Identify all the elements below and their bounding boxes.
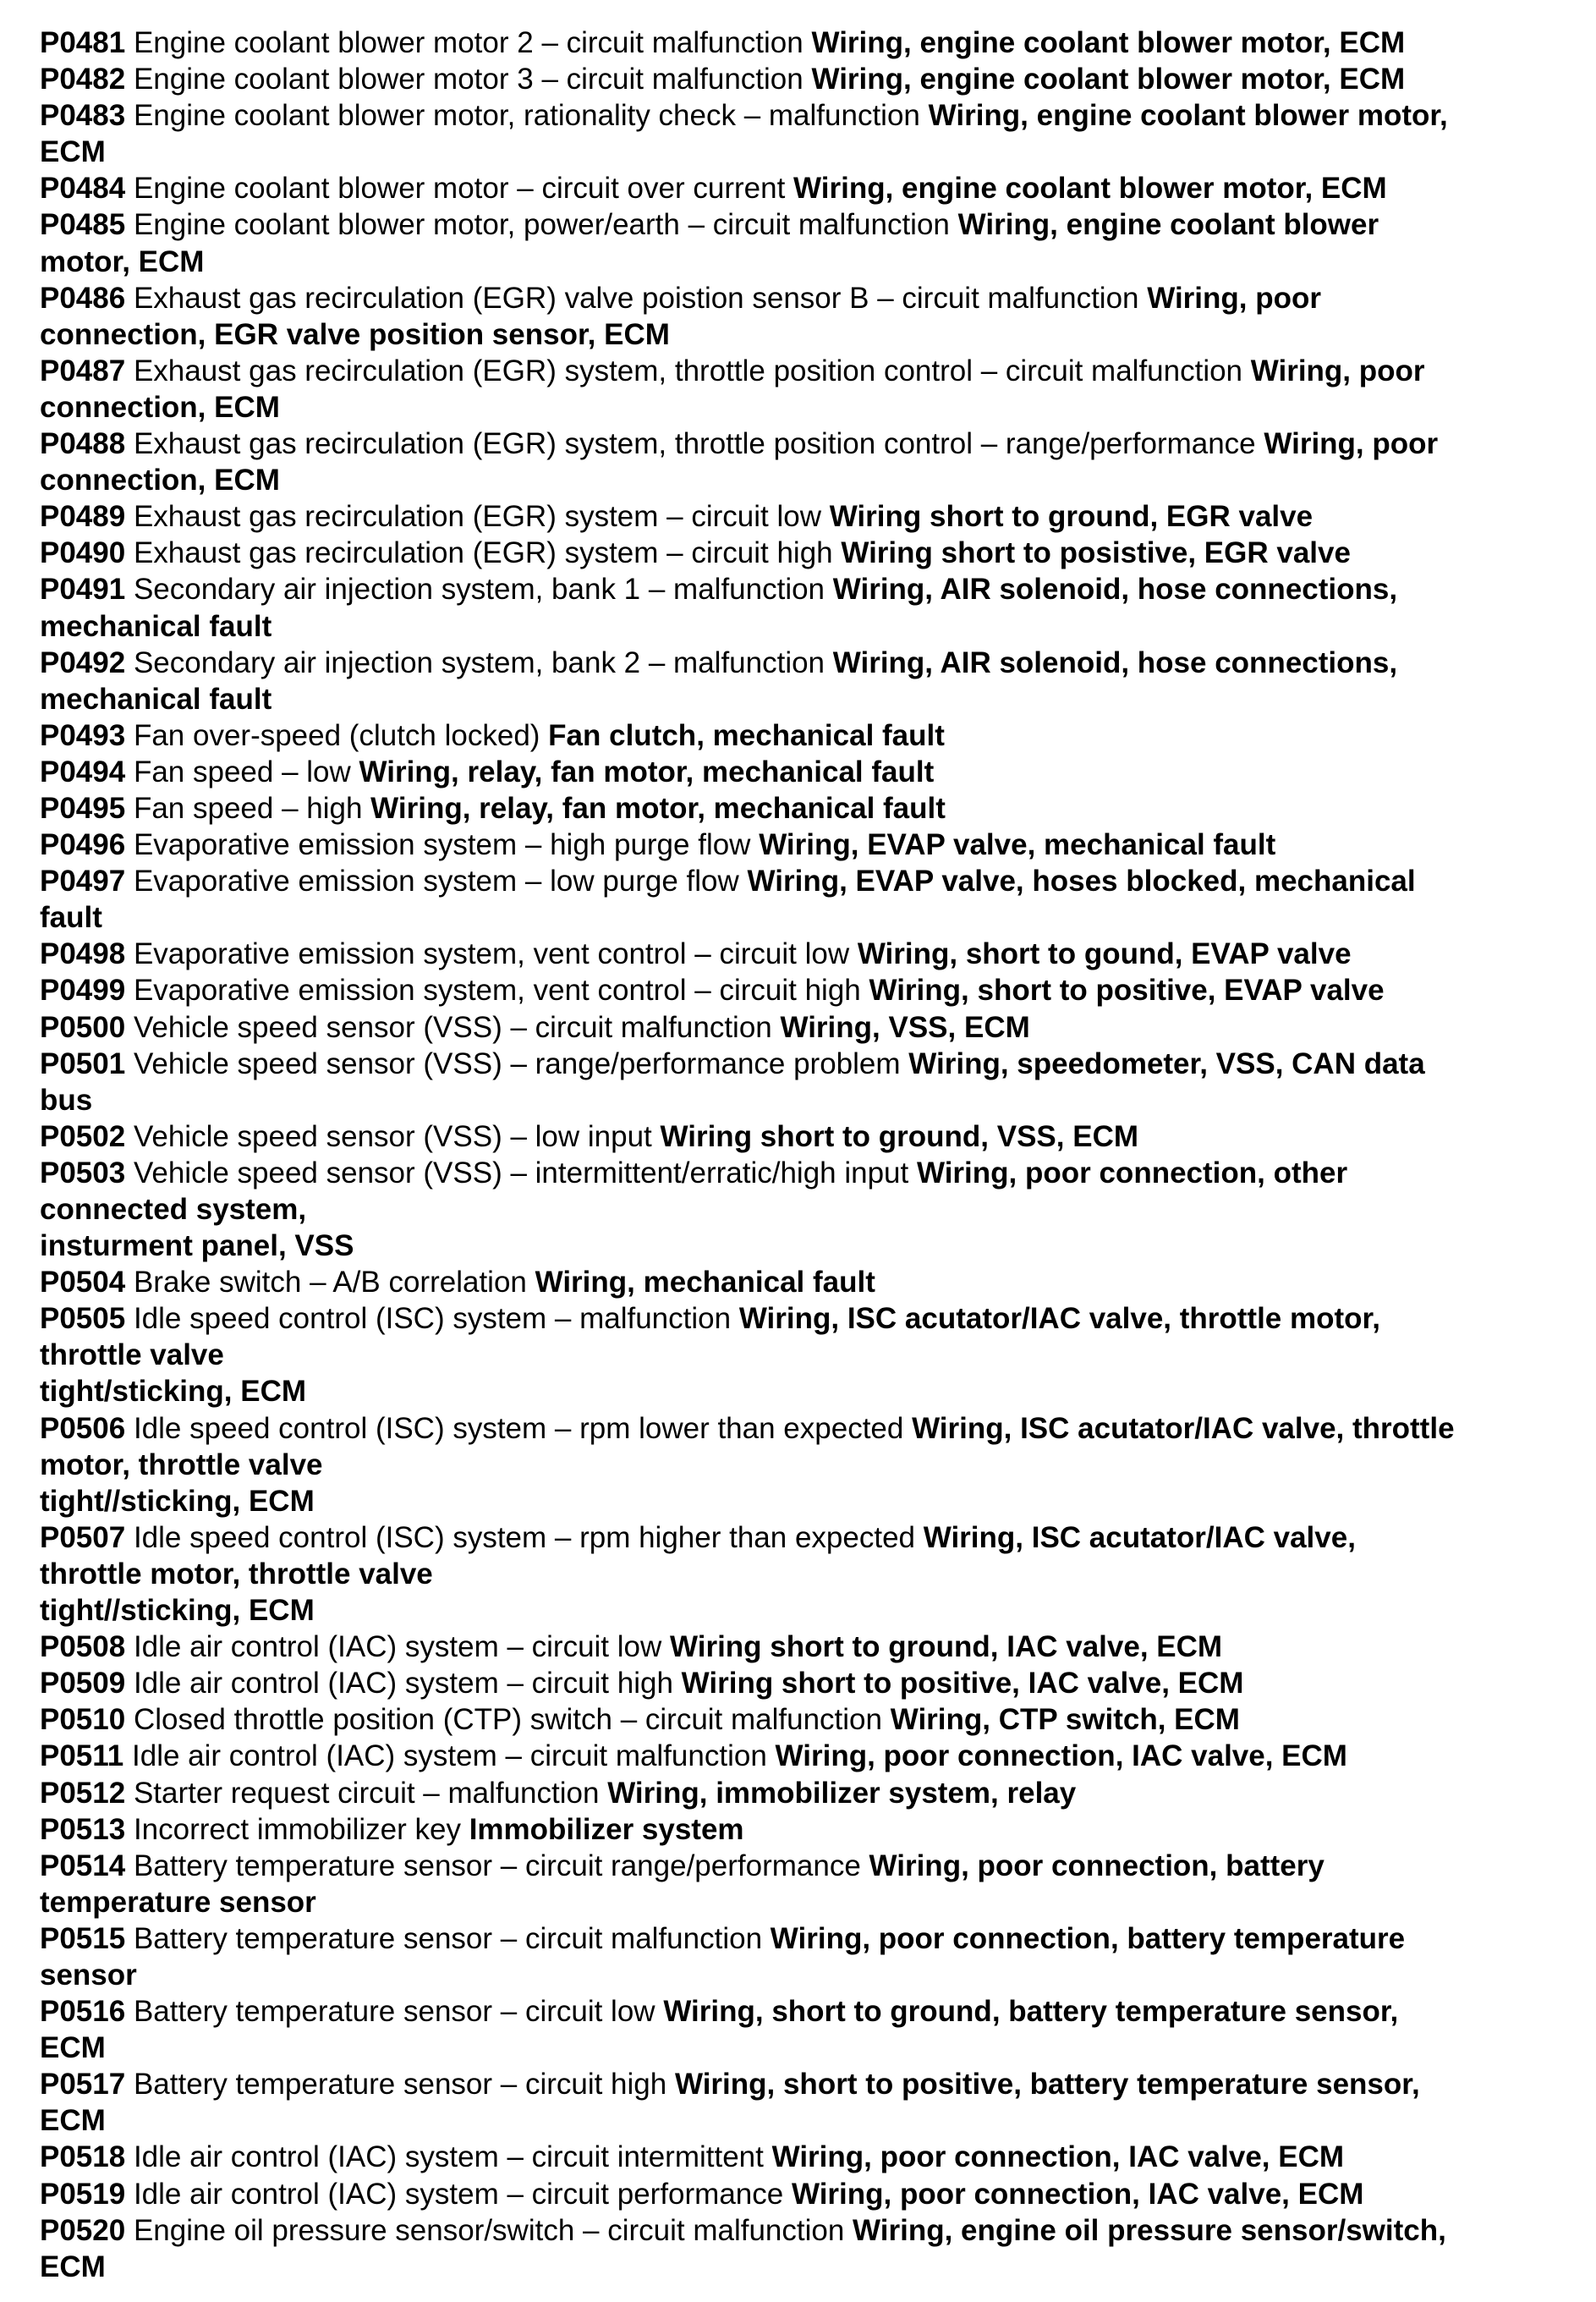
dtc-entry-line — [40, 1118, 1562, 1155]
dtc-description: Engine coolant blower motor, rationality check – malfunction — [125, 99, 929, 133]
dtc-probable-cause: Wiring short to positive, IAC valve, ECM — [681, 1667, 1244, 1700]
dtc-description: Closed throttle position (CTP) switch – circuit malfunction — [125, 1703, 891, 1737]
dtc-probable-cause: Wiring, engine oil pressure sensor/switch, — [853, 2213, 1446, 2247]
dtc-description: Exhaust gas recirculation (EGR) system, throttle position control – circuit malfunction — [125, 354, 1251, 387]
dtc-probable-cause: Wiring, poor — [1250, 354, 1425, 387]
dtc-probable-cause: motor, throttle valve — [40, 1448, 323, 1481]
dtc-description: Evaporative emission system – low purge flow — [125, 865, 748, 898]
dtc-description: Battery temperature sensor – circuit high — [125, 2068, 675, 2101]
dtc-probable-cause: tight//sticking, ECM — [40, 1484, 315, 1518]
dtc-entry-line — [40, 1264, 1562, 1300]
dtc-code: P0513 — [40, 1812, 126, 1846]
dtc-probable-cause: Wiring, AIR solenoid, hose connections, — [832, 646, 1398, 679]
dtc-code: P0504 — [40, 1266, 126, 1299]
dtc-probable-cause: connection, EGR valve position sensor, ECM — [40, 317, 670, 351]
dtc-description: Fan speed – high — [125, 791, 371, 825]
dtc-entry-line — [40, 972, 1562, 1008]
dtc-probable-cause: Wiring, immobilizer system, relay — [607, 1776, 1077, 1810]
dtc-code-list — [40, 25, 1562, 2285]
dtc-entry — [40, 1993, 1562, 2066]
dtc-entry-continuation-line — [40, 1373, 1562, 1409]
dtc-probable-cause: fault — [40, 901, 102, 935]
dtc-entry — [40, 2212, 1562, 2285]
dtc-probable-cause: Wiring, engine coolant blower motor, ECM — [811, 63, 1406, 96]
dtc-entry-line — [40, 206, 1562, 243]
dtc-probable-cause: ECM — [40, 2031, 106, 2065]
dtc-probable-cause: sensor — [40, 1958, 137, 1992]
dtc-entry — [40, 61, 1562, 97]
dtc-probable-cause: Wiring, AIR solenoid, hose connections, — [832, 573, 1398, 607]
dtc-probable-cause: ECM — [40, 135, 106, 169]
dtc-probable-cause: Wiring, poor connection, battery temperature — [770, 1921, 1406, 1955]
dtc-probable-cause: Wiring, short to positive, battery temperature sensor, — [674, 2068, 1420, 2101]
dtc-probable-cause: Immobilizer system — [469, 1812, 744, 1846]
dtc-entry-continuation-line — [40, 1884, 1562, 1920]
dtc-entry-continuation-line — [40, 244, 1562, 280]
dtc-description: Fan speed – low — [125, 755, 359, 788]
dtc-description: Exhaust gas recirculation (EGR) valve poistion sensor B – circuit malfunction — [125, 281, 1148, 315]
dtc-description: Vehicle speed sensor (VSS) – range/performance problem — [125, 1047, 909, 1080]
dtc-description: Vehicle speed sensor (VSS) – intermittent/erratic/high input — [125, 1156, 917, 1189]
dtc-entry-line — [40, 25, 1562, 61]
dtc-description: Battery temperature sensor – circuit low — [125, 1995, 664, 2029]
dtc-code: P0493 — [40, 718, 126, 752]
dtc-entry-line — [40, 1155, 1562, 1191]
dtc-code: P0519 — [40, 2177, 126, 2211]
dtc-entry-line — [40, 353, 1562, 389]
dtc-entry — [40, 790, 1562, 827]
dtc-description: Incorrect immobilizer key — [125, 1812, 469, 1846]
dtc-code: P0517 — [40, 2068, 126, 2101]
dtc-probable-cause: Wiring, EVAP valve, mechanical fault — [759, 828, 1276, 862]
dtc-entry — [40, 280, 1562, 353]
dtc-entry-continuation-line — [40, 1592, 1562, 1629]
dtc-code: P0488 — [40, 427, 126, 461]
dtc-probable-cause: Wiring, mechanical fault — [535, 1266, 875, 1299]
dtc-probable-cause: connection, ECM — [40, 464, 280, 497]
dtc-entry — [40, 25, 1562, 61]
dtc-probable-cause: ECM — [40, 2250, 106, 2283]
dtc-probable-cause: Wiring, engine coolant blower — [957, 208, 1379, 242]
dtc-entry — [40, 2139, 1562, 2175]
dtc-description: Idle air control (IAC) system – circuit high — [125, 1667, 682, 1700]
dtc-code: P0490 — [40, 536, 126, 570]
dtc-probable-cause: throttle motor, throttle valve — [40, 1557, 433, 1591]
dtc-entry-line — [40, 1848, 1562, 1884]
dtc-probable-cause: Wiring, engine coolant blower motor, — [928, 99, 1448, 133]
dtc-entry-line — [40, 571, 1562, 607]
dtc-entry-line — [40, 1300, 1562, 1337]
dtc-description: Idle speed control (ISC) system – rpm higher than expected — [125, 1520, 924, 1554]
dtc-code: P0506 — [40, 1411, 126, 1445]
dtc-description: Idle speed control (ISC) system – malfunction — [125, 1302, 739, 1336]
dtc-code: P0498 — [40, 937, 126, 971]
dtc-entry-line — [40, 1738, 1562, 1774]
dtc-entry — [40, 863, 1562, 936]
dtc-description: Idle air control (IAC) system – circuit intermittent — [125, 2140, 772, 2174]
dtc-entry-line — [40, 2139, 1562, 2175]
dtc-probable-cause: Wiring, EVAP valve, hoses blocked, mechanical — [747, 865, 1416, 898]
dtc-entry — [40, 1701, 1562, 1738]
dtc-probable-cause: Wiring, short to ground, battery temperature sensor, — [663, 1995, 1399, 2029]
dtc-description: Fan over-speed (clutch locked) — [125, 718, 549, 752]
dtc-entry — [40, 1920, 1562, 1993]
dtc-probable-cause: tight//sticking, ECM — [40, 1594, 315, 1628]
dtc-entry-continuation-line — [40, 134, 1562, 170]
dtc-description: Idle air control (IAC) system – circuit malfunction — [123, 1739, 776, 1773]
dtc-code: P0495 — [40, 791, 126, 825]
dtc-code: P0491 — [40, 573, 126, 607]
dtc-probable-cause: mechanical fault — [40, 609, 272, 643]
dtc-entry-continuation-line — [40, 1957, 1562, 1993]
dtc-description: Starter request circuit – malfunction — [125, 1776, 608, 1810]
dtc-entry — [40, 535, 1562, 571]
dtc-entry — [40, 1665, 1562, 1701]
dtc-entry — [40, 754, 1562, 790]
dtc-probable-cause: Wiring, engine coolant blower motor, ECM — [793, 172, 1387, 206]
dtc-code: P0507 — [40, 1520, 126, 1554]
dtc-entry-line — [40, 535, 1562, 571]
dtc-probable-cause: Wiring, poor connection, IAC valve, ECM — [771, 2140, 1345, 2174]
dtc-entry-line — [40, 1811, 1562, 1848]
dtc-entry-line — [40, 717, 1562, 754]
dtc-probable-cause: Wiring short to posistive, EGR valve — [841, 536, 1351, 570]
dtc-probable-cause: ECM — [40, 2104, 106, 2138]
dtc-probable-cause: motor, ECM — [40, 244, 205, 278]
dtc-entry — [40, 1738, 1562, 1774]
dtc-description: Vehicle speed sensor (VSS) – low input — [125, 1119, 661, 1153]
dtc-entry — [40, 1264, 1562, 1300]
dtc-description: Evaporative emission system – high purge flow — [125, 828, 760, 862]
dtc-description: Engine coolant blower motor 3 – circuit malfunction — [125, 63, 812, 96]
dtc-entry-continuation-line — [40, 899, 1562, 936]
dtc-description: Engine coolant blower motor 2 – circuit malfunction — [125, 26, 812, 59]
dtc-code: P0497 — [40, 865, 126, 898]
dtc-entry — [40, 1155, 1562, 1264]
dtc-probable-cause: Wiring short to ground, EGR valve — [829, 500, 1314, 534]
dtc-probable-cause: insturment panel, VSS — [40, 1229, 354, 1263]
dtc-entry-continuation-line — [40, 1228, 1562, 1264]
dtc-entry — [40, 571, 1562, 644]
dtc-probable-cause: Wiring short to ground, IAC valve, ECM — [670, 1630, 1223, 1664]
dtc-probable-cause: Wiring, engine coolant blower motor, ECM — [811, 26, 1406, 59]
dtc-code: P0511 — [40, 1739, 124, 1773]
dtc-description: Engine coolant blower motor, power/earth – circuit malfunction — [125, 208, 958, 242]
dtc-entry-continuation-line — [40, 1337, 1562, 1373]
dtc-entry-line — [40, 61, 1562, 97]
dtc-entry-line — [40, 645, 1562, 681]
dtc-probable-cause: Wiring, ISC acutator/IAC valve, throttle motor, — [738, 1302, 1380, 1336]
dtc-description: Evaporative emission system, vent control – circuit high — [125, 974, 869, 1008]
dtc-entry-line — [40, 790, 1562, 827]
dtc-description: Battery temperature sensor – circuit malfunction — [125, 1921, 771, 1955]
dtc-entry-continuation-line — [40, 1483, 1562, 1519]
dtc-code: P0501 — [40, 1047, 126, 1080]
dtc-probable-cause: Wiring, ISC acutator/IAC valve, — [923, 1520, 1356, 1554]
dtc-code: P0509 — [40, 1667, 126, 1700]
dtc-entry-line — [40, 1629, 1562, 1665]
dtc-entry-continuation-line — [40, 1447, 1562, 1483]
dtc-entry-line — [40, 97, 1562, 134]
dtc-code: P0515 — [40, 1921, 126, 1955]
dtc-entry-line — [40, 426, 1562, 462]
dtc-entry-continuation-line — [40, 316, 1562, 353]
dtc-entry-continuation-line — [40, 2102, 1562, 2139]
dtc-probable-cause: bus — [40, 1083, 93, 1117]
dtc-probable-cause: Wiring, ISC acutator/IAC valve, throttle — [912, 1411, 1455, 1445]
dtc-entry-continuation-line — [40, 389, 1562, 426]
dtc-code: P0510 — [40, 1703, 126, 1737]
dtc-entry-continuation-line — [40, 1082, 1562, 1118]
dtc-entry — [40, 1519, 1562, 1629]
dtc-entry — [40, 1629, 1562, 1665]
dtc-entry-continuation-line — [40, 681, 1562, 717]
dtc-entry-line — [40, 2066, 1562, 2102]
dtc-description: Secondary air injection system, bank 1 – malfunction — [125, 573, 833, 607]
dtc-entry-line — [40, 1519, 1562, 1556]
dtc-code: P0487 — [40, 354, 126, 387]
dtc-description: Idle air control (IAC) system – circuit low — [125, 1630, 670, 1664]
dtc-entry-line — [40, 1665, 1562, 1701]
dtc-code: P0481 — [40, 26, 126, 59]
dtc-entry-line — [40, 936, 1562, 972]
dtc-entry-line — [40, 1993, 1562, 2030]
dtc-description: Engine oil pressure sensor/switch – circuit malfunction — [125, 2213, 853, 2247]
dtc-probable-cause: tight/sticking, ECM — [40, 1375, 306, 1409]
dtc-entry-continuation-line — [40, 1191, 1562, 1228]
dtc-probable-cause: Wiring, VSS, ECM — [780, 1010, 1030, 1044]
dtc-code: P0494 — [40, 755, 126, 788]
dtc-description: Brake switch – A/B correlation — [125, 1266, 535, 1299]
dtc-entry — [40, 1046, 1562, 1118]
dtc-entry-continuation-line — [40, 1556, 1562, 1592]
dtc-code: P0512 — [40, 1776, 126, 1810]
dtc-entry — [40, 1300, 1562, 1409]
dtc-probable-cause: throttle valve — [40, 1338, 224, 1372]
dtc-entry-continuation-line — [40, 2030, 1562, 2066]
dtc-entry-line — [40, 1009, 1562, 1046]
dtc-entry-continuation-line — [40, 462, 1562, 498]
dtc-probable-cause: temperature sensor — [40, 1885, 316, 1919]
dtc-probable-cause: connection, ECM — [40, 390, 280, 424]
dtc-entry — [40, 2176, 1562, 2212]
dtc-entry — [40, 1118, 1562, 1155]
dtc-probable-cause: Wiring, relay, fan motor, mechanical fault — [370, 791, 946, 825]
dtc-entry-line — [40, 1046, 1562, 1082]
dtc-code: P0482 — [40, 63, 126, 96]
dtc-probable-cause: Wiring, poor — [1264, 427, 1439, 461]
dtc-entry-line — [40, 863, 1562, 899]
dtc-entry-line — [40, 280, 1562, 316]
dtc-probable-cause: Wiring, poor connection, other — [916, 1156, 1348, 1189]
dtc-code: P0484 — [40, 172, 126, 206]
dtc-entry-line — [40, 498, 1562, 535]
dtc-entry — [40, 1009, 1562, 1046]
dtc-entry — [40, 498, 1562, 535]
dtc-code: P0483 — [40, 99, 126, 133]
dtc-code: P0508 — [40, 1630, 126, 1664]
dtc-entry-line — [40, 1920, 1562, 1957]
dtc-description: Battery temperature sensor – circuit range/performance — [125, 1849, 869, 1882]
dtc-entry-line — [40, 2176, 1562, 2212]
dtc-code: P0499 — [40, 974, 126, 1008]
dtc-description: Idle air control (IAC) system – circuit performance — [125, 2177, 792, 2211]
dtc-description: Idle speed control (ISC) system – rpm lower than expected — [125, 1411, 913, 1445]
dtc-probable-cause: connected system, — [40, 1193, 307, 1226]
dtc-entry — [40, 1848, 1562, 1920]
dtc-entry — [40, 2066, 1562, 2139]
dtc-entry — [40, 1775, 1562, 1811]
dtc-entry — [40, 645, 1562, 717]
dtc-code: P0489 — [40, 500, 126, 534]
dtc-description: Evaporative emission system, vent control – circuit low — [125, 937, 858, 971]
dtc-probable-cause: Wiring, poor connection, IAC valve, ECM — [775, 1739, 1347, 1773]
dtc-entry — [40, 717, 1562, 754]
dtc-entry — [40, 353, 1562, 426]
dtc-entry-line — [40, 1701, 1562, 1738]
dtc-entry-line — [40, 827, 1562, 863]
dtc-probable-cause: Wiring, poor connection, IAC valve, ECM — [791, 2177, 1364, 2211]
dtc-code: P0520 — [40, 2213, 126, 2247]
dtc-entry — [40, 97, 1562, 170]
dtc-code: P0486 — [40, 281, 126, 315]
dtc-probable-cause: mechanical fault — [40, 682, 272, 716]
dtc-entry-line — [40, 1410, 1562, 1447]
dtc-entry-line — [40, 170, 1562, 206]
dtc-probable-cause: Fan clutch, mechanical fault — [548, 718, 945, 752]
dtc-entry-line — [40, 2212, 1562, 2249]
dtc-entry-continuation-line — [40, 2249, 1562, 2285]
dtc-probable-cause: Wiring, short to positive, EVAP valve — [869, 974, 1385, 1008]
dtc-description: Exhaust gas recirculation (EGR) system, throttle position control – range/performance — [125, 427, 1264, 461]
dtc-entry — [40, 1410, 1562, 1519]
dtc-entry — [40, 936, 1562, 972]
dtc-probable-cause: Wiring, speedometer, VSS, CAN data — [908, 1047, 1425, 1080]
dtc-description: Vehicle speed sensor (VSS) – circuit malfunction — [125, 1010, 781, 1044]
dtc-entry — [40, 972, 1562, 1008]
dtc-entry-line — [40, 754, 1562, 790]
dtc-code: P0496 — [40, 828, 126, 862]
dtc-probable-cause: Wiring, poor — [1147, 281, 1321, 315]
dtc-entry — [40, 170, 1562, 206]
dtc-description: Secondary air injection system, bank 2 – malfunction — [125, 646, 833, 679]
dtc-code: P0502 — [40, 1119, 126, 1153]
dtc-code: P0492 — [40, 646, 126, 679]
dtc-code: P0516 — [40, 1995, 126, 2029]
dtc-probable-cause: Wiring, poor connection, battery — [869, 1849, 1325, 1882]
dtc-code: P0503 — [40, 1156, 126, 1189]
dtc-description: Exhaust gas recirculation (EGR) system – circuit high — [125, 536, 842, 570]
dtc-code: P0505 — [40, 1302, 126, 1336]
dtc-code: P0500 — [40, 1010, 126, 1044]
dtc-entry — [40, 1811, 1562, 1848]
dtc-entry-line — [40, 1775, 1562, 1811]
dtc-code: P0485 — [40, 208, 126, 242]
dtc-entry-continuation-line — [40, 608, 1562, 645]
dtc-code: P0518 — [40, 2140, 126, 2174]
dtc-probable-cause: Wiring, relay, fan motor, mechanical fault — [359, 755, 935, 788]
dtc-description: Exhaust gas recirculation (EGR) system – circuit low — [125, 500, 830, 534]
dtc-entry — [40, 426, 1562, 498]
dtc-entry — [40, 206, 1562, 279]
dtc-entry — [40, 827, 1562, 863]
dtc-description: Engine coolant blower motor – circuit over current — [125, 172, 794, 206]
dtc-probable-cause: Wiring short to ground, VSS, ECM — [660, 1119, 1139, 1153]
dtc-probable-cause: Wiring, short to gound, EVAP valve — [857, 937, 1352, 971]
dtc-code: P0514 — [40, 1849, 126, 1882]
dtc-probable-cause: Wiring, CTP switch, ECM — [890, 1703, 1240, 1737]
